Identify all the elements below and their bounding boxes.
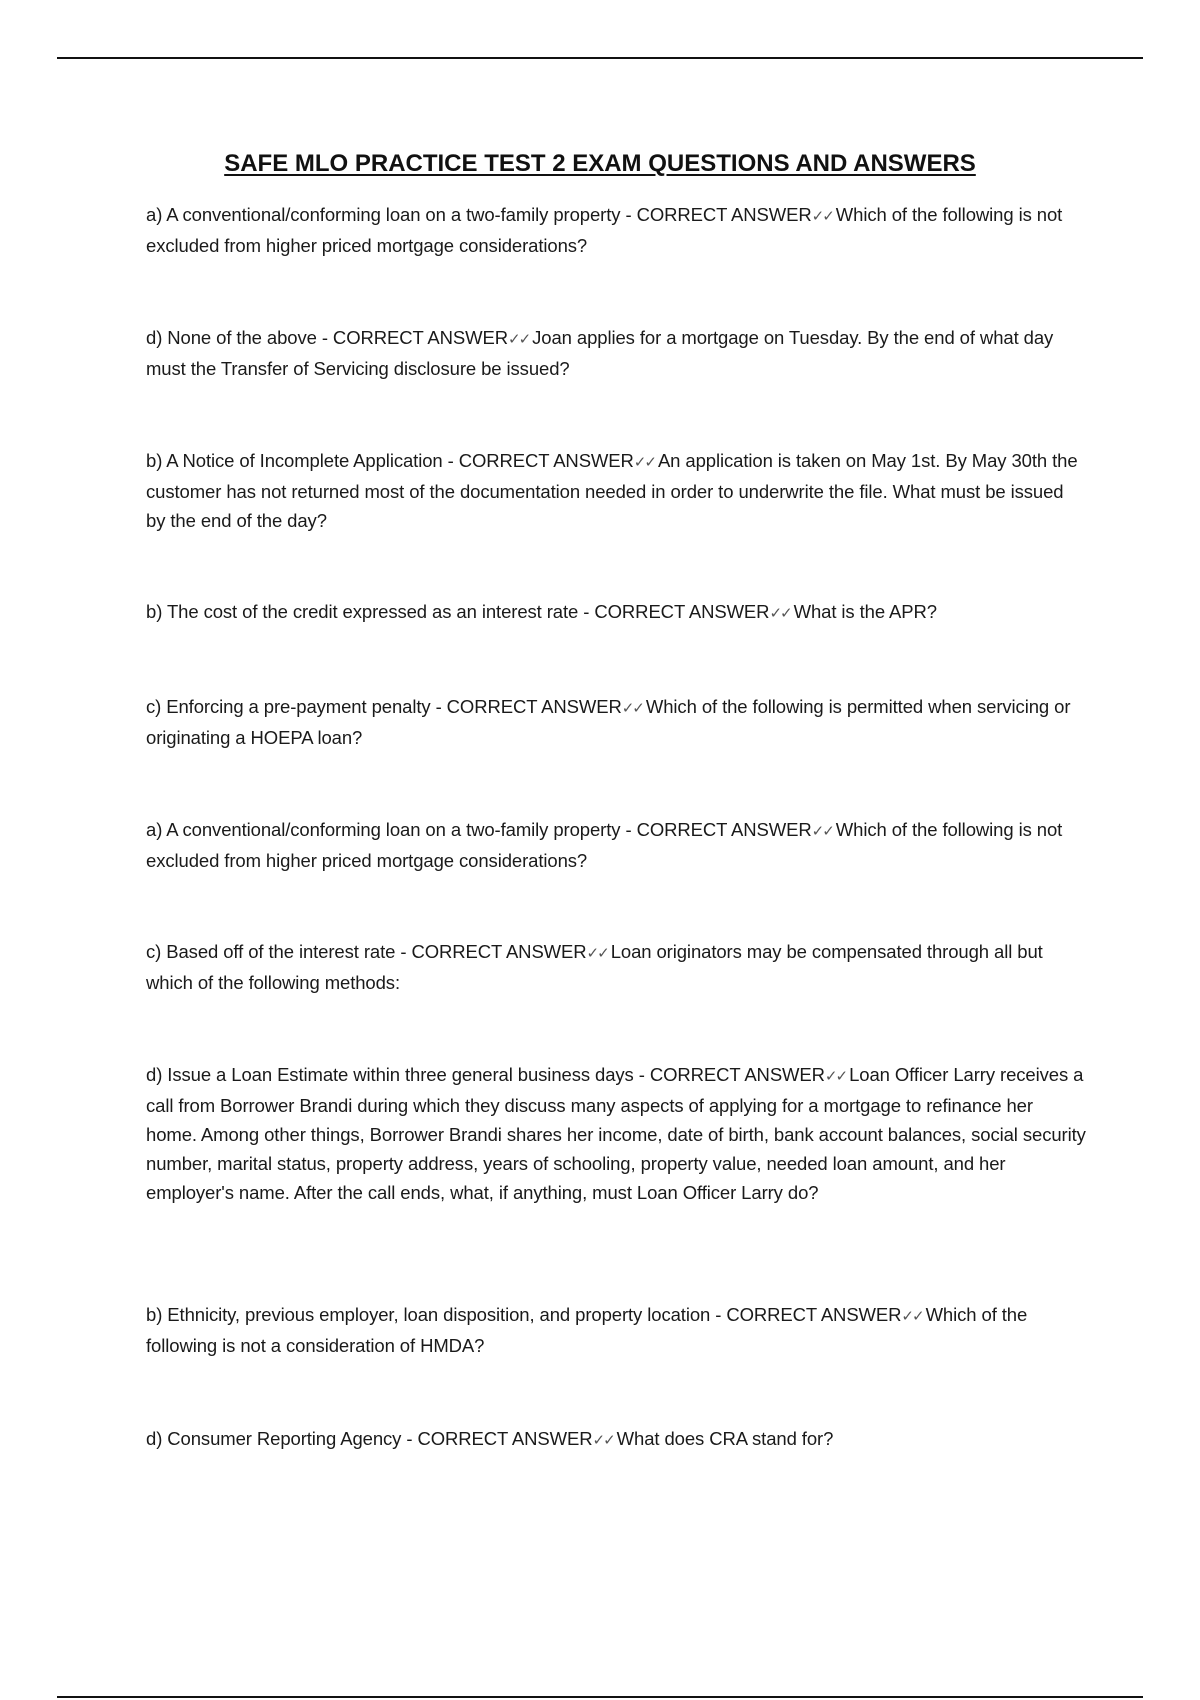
double-check-icon: ✓✓ (811, 207, 833, 225)
correct-answer-label: - CORRECT ANSWER (430, 696, 622, 717)
qa-item-3 (146, 446, 1086, 535)
answer-text: a) A conventional/conforming loan on a two-family property (146, 204, 621, 225)
double-check-icon: ✓✓ (592, 1431, 614, 1449)
double-check-icon: ✓✓ (811, 822, 833, 840)
double-check-icon: ✓✓ (633, 453, 655, 471)
bottom-rule (57, 1696, 1143, 1698)
correct-answer-label: - CORRECT ANSWER (395, 941, 587, 962)
question-text: Loan originators may be compensated through all but which of the following methods: (146, 941, 1043, 993)
answer-text: b) The cost of the credit expressed as an interest rate (146, 601, 579, 622)
qa-item-5 (146, 692, 1086, 752)
question-text: Joan applies for a mortgage on Tuesday. By the end of what day must the Transfer of Servicing disclosure be issued? (146, 327, 1054, 379)
double-check-icon: ✓✓ (586, 944, 608, 962)
correct-answer-label: - CORRECT ANSWER (442, 450, 634, 471)
answer-text: d) None of the above (146, 327, 317, 348)
top-rule (57, 57, 1143, 59)
double-check-icon: ✓✓ (508, 330, 530, 348)
answer-text: a) A conventional/conforming loan on a two-family property (146, 819, 621, 840)
double-check-icon: ✓✓ (901, 1307, 923, 1325)
qa-item-7 (146, 937, 1086, 997)
document-title: SAFE MLO PRACTICE TEST 2 EXAM QUESTIONS AND ANSWERS (224, 150, 976, 177)
question-text: Which of the following is not a consideration of HMDA? (146, 1304, 1028, 1356)
correct-answer-label: - CORRECT ANSWER (633, 1064, 825, 1085)
question-text: What is the APR? (793, 601, 937, 622)
qa-item-2 (146, 323, 1086, 383)
correct-answer-label: - CORRECT ANSWER (401, 1428, 593, 1449)
correct-answer-label: - CORRECT ANSWER (620, 819, 812, 840)
question-text: An application is taken on May 1st. By May 30th the customer has not returned most of the documentation needed in order to underwrite the file. What must be issued by the end of the day? (146, 450, 1078, 531)
answer-text: d) Consumer Reporting Agency (146, 1428, 402, 1449)
qa-item-9 (146, 1300, 1086, 1360)
question-text: Which of the following is permitted when servicing or originating a HOEPA loan? (146, 696, 1071, 748)
question-text: Which of the following is not excluded from higher priced mortgage considerations? (146, 204, 1063, 256)
answer-text: b) A Notice of Incomplete Application (146, 450, 443, 471)
correct-answer-label: - CORRECT ANSWER (710, 1304, 902, 1325)
correct-answer-label: - CORRECT ANSWER (620, 204, 812, 225)
question-text: Which of the following is not excluded from higher priced mortgage considerations? (146, 819, 1063, 871)
qa-item-10 (146, 1424, 1086, 1455)
correct-answer-label: - CORRECT ANSWER (578, 601, 770, 622)
qa-item-8 (146, 1060, 1086, 1207)
answer-text: c) Enforcing a pre-payment penalty (146, 696, 431, 717)
correct-answer-label: - CORRECT ANSWER (316, 327, 508, 348)
answer-text: c) Based off of the interest rate (146, 941, 396, 962)
answer-text: d) Issue a Loan Estimate within three general business days (146, 1064, 634, 1085)
question-text: What does CRA stand for? (616, 1428, 834, 1449)
double-check-icon: ✓✓ (824, 1067, 847, 1085)
double-check-icon: ✓✓ (769, 604, 791, 622)
question-text: Loan Officer Larry receives a call from Borrower Brandi during which they discuss many aspects of applying for a mortgage to refinance her home. Among other things, Borrower Brandi shares her income, date of birth, bank account balances, social security number, marital status, property address, years of schooling, property value, needed loan amount, and her employer's name. After the call ends, what, if anything, must Loan Officer Larry do? (146, 1064, 1086, 1203)
qa-item-6 (146, 815, 1086, 875)
answer-text: b) Ethnicity, previous employer, loan disposition, and property location (146, 1304, 711, 1325)
qa-item-4 (146, 597, 1086, 628)
qa-item-1 (146, 200, 1086, 260)
double-check-icon: ✓✓ (621, 699, 643, 717)
